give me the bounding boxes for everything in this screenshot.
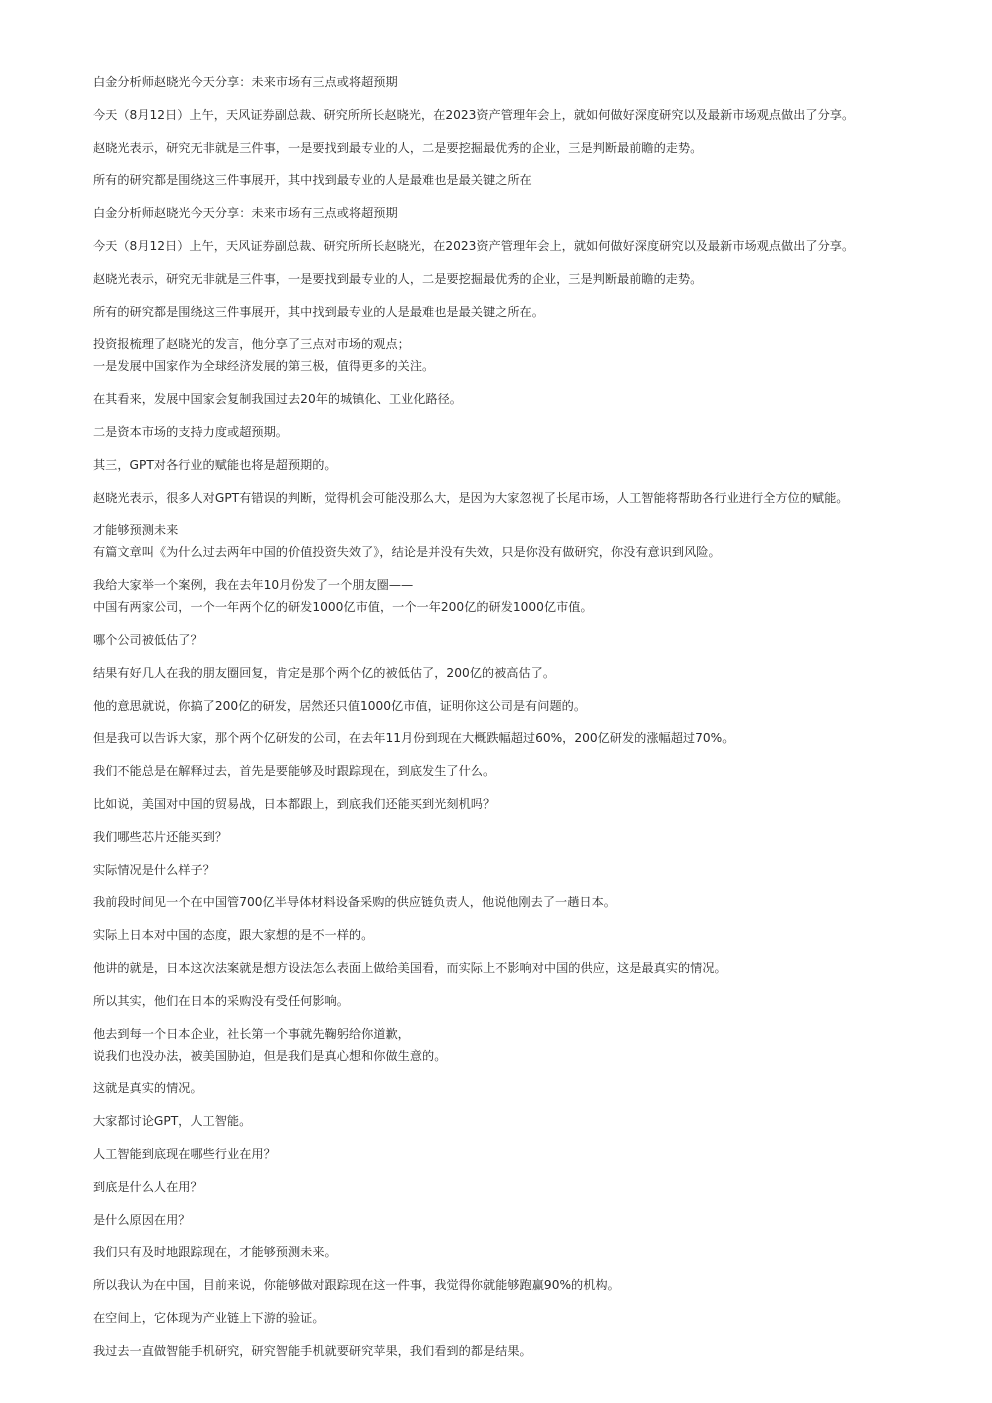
paragraph xyxy=(93,990,952,1012)
text-line: 我们只有及时地跟踪现在，才能够预测未来。 xyxy=(93,1245,337,1260)
text-line: 投资报梳理了赵晓光的发言，他分享了三点对市场的观点； xyxy=(93,337,410,352)
text-line: 白金分析师赵晓光今天分享：未来市场有三点或将超预期 xyxy=(93,206,398,221)
text-line: 所以我认为在中国，目前来说，你能够做对跟踪现在这一件事，我觉得你就能够跑赢90%的机构。 xyxy=(93,1278,620,1293)
paragraph xyxy=(93,1110,952,1132)
text-line: 一是发展中国家作为全球经济发展的第三极，值得更多的关注。 xyxy=(93,359,435,374)
paragraph xyxy=(93,1307,952,1329)
paragraph xyxy=(93,1274,952,1296)
text-line: 其三，GPT对各行业的赋能也将是超预期的。 xyxy=(93,457,337,472)
paragraph xyxy=(93,629,952,651)
text-line: 二是资本市场的支持力度或超预期。 xyxy=(93,424,288,439)
text-line: 实际情况是什么样子？ xyxy=(93,862,215,877)
paragraph xyxy=(93,793,952,815)
text-line: 所以其实，他们在日本的采购没有受任何影响。 xyxy=(93,993,349,1008)
paragraph xyxy=(93,574,952,618)
paragraph xyxy=(93,695,952,717)
text-line: 我给大家举一个案例，我在去年10月份发了一个朋友圈—— xyxy=(93,578,414,593)
text-line: 才能够预测未来 xyxy=(93,523,179,538)
text-line: 到底是什么人在用？ xyxy=(93,1179,203,1194)
paragraph xyxy=(93,137,952,159)
text-line: 我前段时间见一个在中国管700亿半导体材料设备采购的供应链负责人，他说他刚去了一趟日本。 xyxy=(93,895,616,910)
paragraph xyxy=(93,487,952,509)
paragraph xyxy=(93,727,952,749)
text-line: 说我们也没办法，被美国胁迫，但是我们是真心想和你做生意的。 xyxy=(93,1048,447,1063)
paragraph xyxy=(93,891,952,913)
text-line: 今天（8月12日）上午，天风证券副总裁、研究所所长赵晓光，在2023资产管理年会上，就如何做好深度研究以及最新市场观点做出了分享。 xyxy=(93,107,855,122)
paragraph xyxy=(93,301,952,323)
paragraph xyxy=(93,826,952,848)
text-line: 实际上日本对中国的态度，跟大家想的是不一样的。 xyxy=(93,928,374,943)
paragraph xyxy=(93,662,952,684)
paragraph xyxy=(93,519,952,563)
paragraph xyxy=(93,388,952,410)
text-line: 我们哪些芯片还能买到？ xyxy=(93,829,228,844)
text-line: 但是我可以告诉大家，那个两个亿研发的公司，在去年11月份到现在大概跌幅超过60%，200亿研发的涨幅超过70%。 xyxy=(93,731,735,746)
paragraph xyxy=(93,333,952,377)
text-line: 他讲的就是，日本这次法案就是想方设法怎么表面上做给美国看，而实际上不影响对中国的供应，这是最真实的情况。 xyxy=(93,960,727,975)
text-line: 在空间上，它体现为产业链上下游的验证。 xyxy=(93,1310,325,1325)
text-line: 我过去一直做智能手机研究，研究智能手机就要研究苹果，我们看到的都是结果。 xyxy=(93,1343,532,1358)
text-line: 他去到每一个日本企业，社长第一个事就先鞠躬给你道歉， xyxy=(93,1026,410,1041)
paragraph xyxy=(93,924,952,946)
text-line: 哪个公司被低估了？ xyxy=(93,632,203,647)
text-line: 人工智能到底现在哪些行业在用？ xyxy=(93,1146,276,1161)
text-line: 在其看来，发展中国家会复制我国过去20年的城镇化、工业化路径。 xyxy=(93,392,462,407)
text-line: 是什么原因在用？ xyxy=(93,1212,191,1227)
text-line: 今天（8月12日）上午，天风证券副总裁、研究所所长赵晓光，在2023资产管理年会上，就如何做好深度研究以及最新市场观点做出了分享。 xyxy=(93,238,855,253)
paragraph xyxy=(93,421,952,443)
text-line: 中国有两家公司，一个一年两个亿的研发1000亿市值，一个一年200亿的研发1000亿市值。 xyxy=(93,600,593,615)
paragraph xyxy=(93,71,952,93)
paragraph xyxy=(93,957,952,979)
paragraph xyxy=(93,268,952,290)
paragraph xyxy=(93,859,952,881)
paragraph xyxy=(93,1023,952,1067)
paragraph xyxy=(93,1143,952,1165)
paragraph xyxy=(93,1241,952,1263)
text-line: 有篇文章叫《为什么过去两年中国的价值投资失效了》，结论是并没有失效，只是你没有做研究，你没有意识到风险。 xyxy=(93,545,721,560)
paragraph xyxy=(93,104,952,126)
text-line: 赵晓光表示，很多人对GPT有错误的判断，觉得机会可能没那么大，是因为大家忽视了长尾市场，人工智能将帮助各行业进行全方位的赋能。 xyxy=(93,490,849,505)
paragraph xyxy=(93,1209,952,1231)
text-line: 白金分析师赵晓光今天分享：未来市场有三点或将超预期 xyxy=(93,75,398,89)
text-line: 这就是真实的情况。 xyxy=(93,1081,203,1096)
text-line: 赵晓光表示，研究无非就是三件事，一是要找到最专业的人，二是要挖掘最优秀的企业，三是判断最前瞻的走势。 xyxy=(93,140,703,155)
paragraph xyxy=(93,1077,952,1099)
paragraph xyxy=(93,169,952,191)
article-body xyxy=(93,71,952,1362)
text-line: 比如说，美国对中国的贸易战，日本都跟上，到底我们还能买到光刻机吗？ xyxy=(93,796,496,811)
text-line: 赵晓光表示，研究无非就是三件事，一是要找到最专业的人，二是要挖掘最优秀的企业，三是判断最前瞻的走势。 xyxy=(93,271,703,286)
paragraph xyxy=(93,760,952,782)
text-line: 我们不能总是在解释过去，首先是要能够及时跟踪现在，到底发生了什么。 xyxy=(93,764,496,779)
paragraph xyxy=(93,202,952,224)
paragraph xyxy=(93,454,952,476)
text-line: 所有的研究都是围绕这三件事展开，其中找到最专业的人是最难也是最关键之所在。 xyxy=(93,304,544,319)
paragraph xyxy=(93,1176,952,1198)
text-line: 结果有好几人在我的朋友圈回复，肯定是那个两个亿的被低估了，200亿的被高估了。 xyxy=(93,665,556,680)
paragraph xyxy=(93,1340,952,1362)
text-line: 他的意思就说，你搞了200亿的研发，居然还只值1000亿市值，证明你这公司是有问题的。 xyxy=(93,698,587,713)
paragraph xyxy=(93,235,952,257)
text-line: 所有的研究都是围绕这三件事展开，其中找到最专业的人是最难也是最关键之所在 xyxy=(93,173,532,188)
text-line: 大家都讨论GPT，人工智能。 xyxy=(93,1114,252,1129)
